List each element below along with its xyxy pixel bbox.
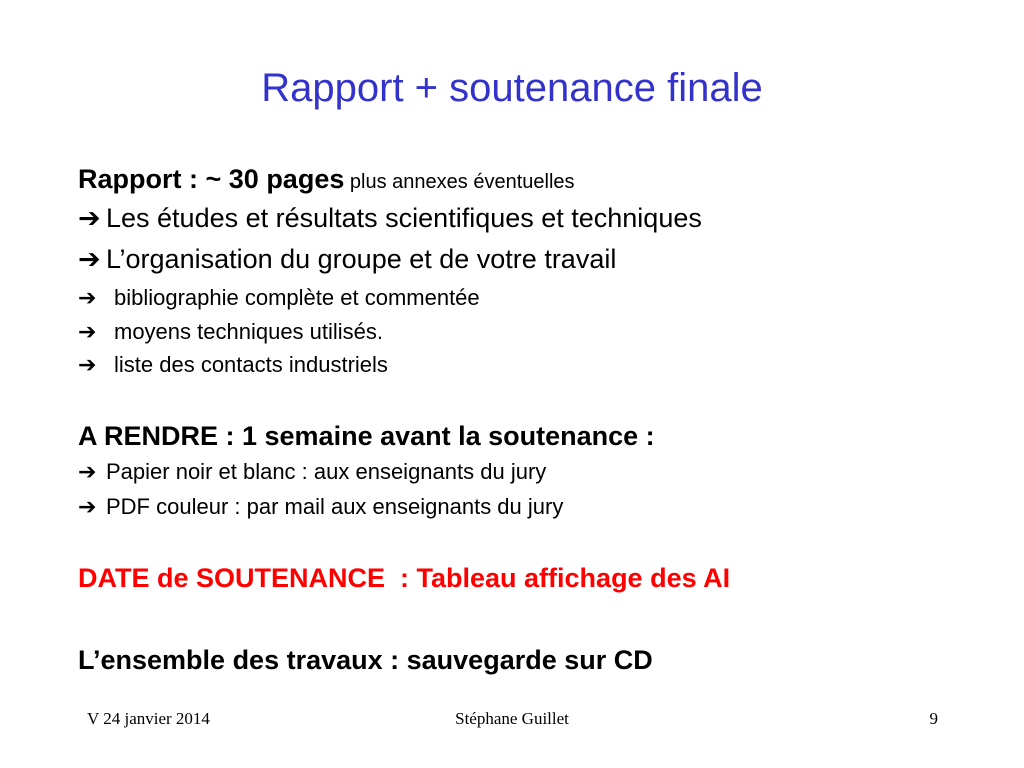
footer-version: V 24 janvier 2014 [87,709,210,728]
arrow-right-icon: ➔ [78,352,97,377]
arrow-right-icon: ➔ [78,285,97,310]
list-item [78,203,702,234]
ensemble-line: L’ensemble des travaux : sauvegarde sur CD [78,645,653,675]
list-item [78,244,616,275]
list-item [78,319,383,345]
rapport-pages: 30 pages [221,164,345,194]
list-item-text: PDF couleur : par mail aux enseignants du jury [106,494,564,519]
list-item-text: bibliographie complète et commentée [114,285,480,310]
soutenance-date-line: DATE de SOUTENANCE : Tableau affichage des AI [78,563,731,593]
rapport-note: plus annexes éventuelles [344,171,575,193]
list-item [78,459,546,485]
footer-page-number: 9 [929,709,938,728]
arrow-right-icon: ➔ [78,244,101,274]
rapport-line [78,164,575,195]
list-item-text: L’organisation du groupe et de votre travail [106,244,617,274]
arrow-right-icon: ➔ [78,459,97,484]
arrow-right-icon: ➔ [78,203,101,233]
rapport-tilde: ~ [205,164,222,194]
list-item-text: Papier noir et blanc : aux enseignants du jury [106,459,547,484]
list-item [78,494,563,520]
rendre-heading: A RENDRE : 1 semaine avant la soutenance : [78,421,655,451]
slide-title: Rapport + soutenance finale [261,66,763,110]
rapport-label: Rapport : [78,164,206,194]
list-item-text: moyens techniques utilisés. [114,319,384,344]
list-item-text: liste des contacts industriels [114,352,388,377]
arrow-right-icon: ➔ [78,494,97,519]
list-item [78,285,480,311]
arrow-right-icon: ➔ [78,319,97,344]
list-item [78,352,388,378]
footer-author: Stéphane Guillet [455,709,569,728]
list-item-text: Les études et résultats scientifiques et techniques [106,203,702,233]
